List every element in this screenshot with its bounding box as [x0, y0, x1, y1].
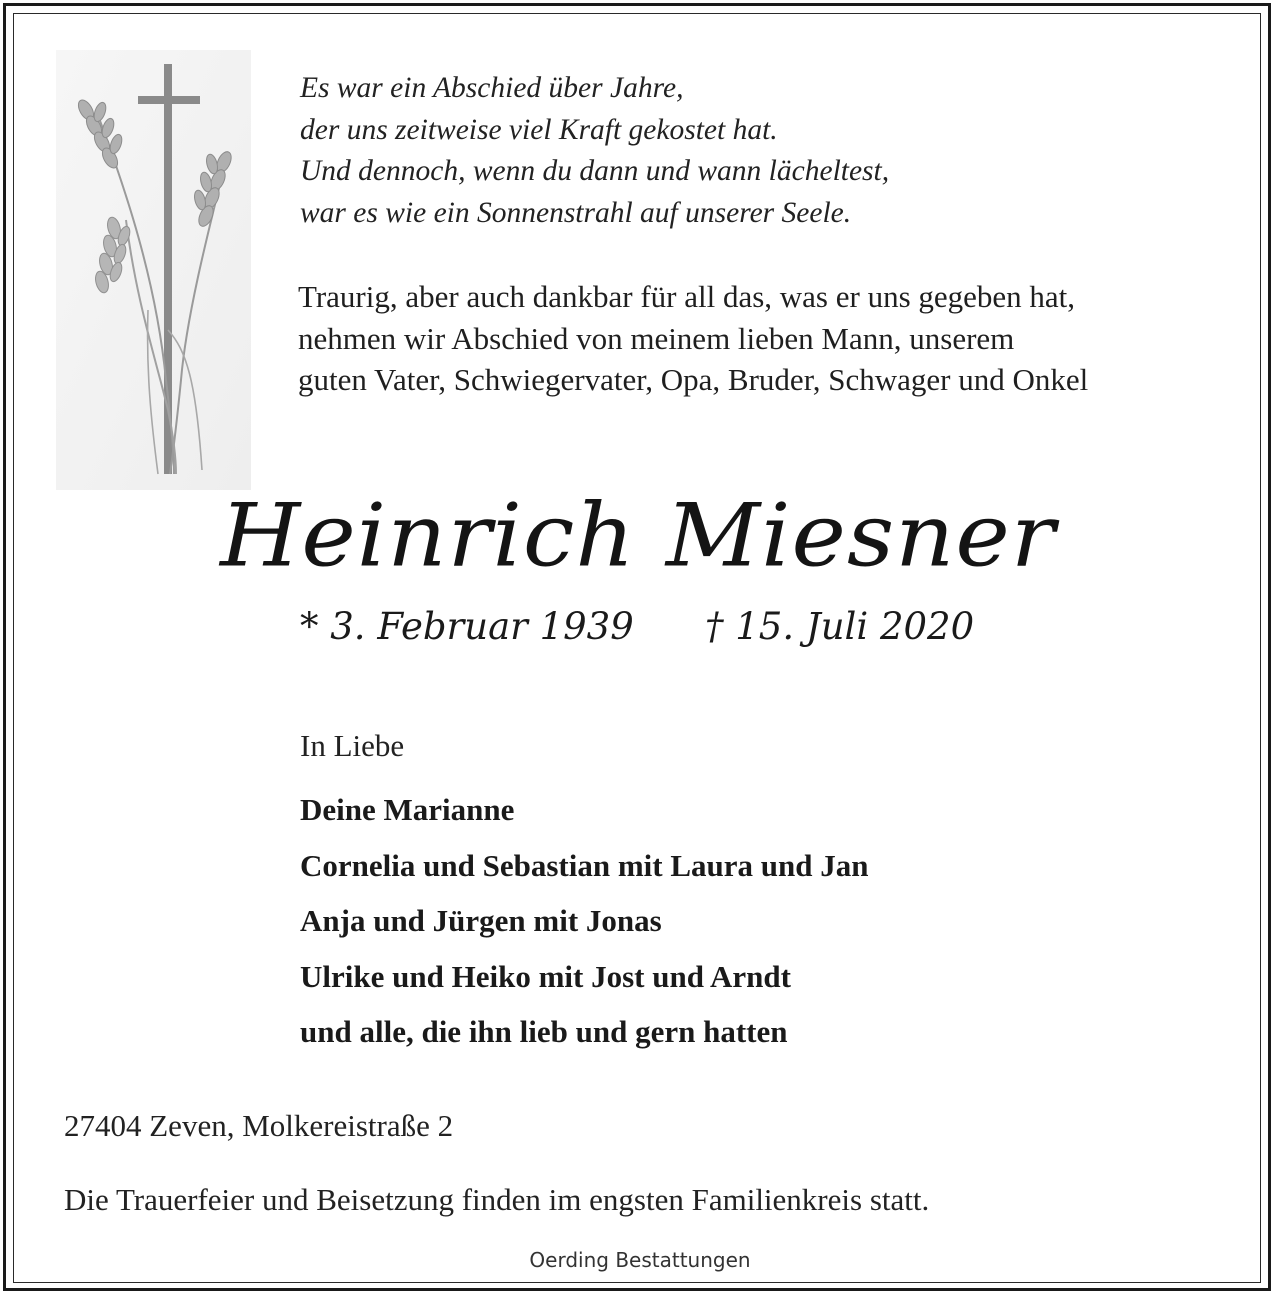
intro-text [298, 276, 1088, 401]
salutation: In Liebe [300, 728, 405, 763]
mourner-line: Deine Marianne [300, 792, 515, 827]
birth-date: * 3. Februar 1939 [300, 605, 634, 648]
cross-with-wheat-icon [56, 50, 251, 490]
poem [300, 68, 889, 234]
intro-line: Traurig, aber auch dankbar für all das, was er uns gegeben hat, [298, 279, 1076, 314]
mourner-line: Anja und Jürgen mit Jonas [300, 903, 662, 938]
mourner-line: und alle, die ihn lieb und gern hatten [300, 1014, 788, 1049]
poem-line: der uns zeitweise viel Kraft gekostet hat. [300, 113, 778, 146]
funeral-notice: Die Trauerfeier und Beisetzung finden im engsten Familienkreis statt. [64, 1182, 930, 1217]
poem-line: war es wie ein Sonnenstrahl auf unserer Seele. [300, 196, 852, 229]
death-date: † 15. Juli 2020 [705, 605, 975, 648]
undertaker-name: Oerding Bestattungen [529, 1248, 751, 1272]
mourner-line: Ulrike und Heiko mit Jost und Arndt [300, 958, 791, 994]
poem-line: Es war ein Abschied über Jahre, [300, 72, 684, 104]
deceased-name: Heinrich Miesner [220, 484, 1056, 587]
poem-line: Und dennoch, wenn du dann und wann lächeltest, [300, 155, 890, 187]
mourners-list [300, 782, 868, 1060]
address: 27404 Zeven, Molkereistraße 2 [64, 1108, 454, 1143]
intro-line: nehmen wir Abschied von meinem lieben Mann, unserem [298, 320, 1015, 356]
mourner-line: Cornelia und Sebastian mit Laura und Jan [300, 847, 869, 883]
intro-line: guten Vater, Schwiegervater, Opa, Bruder, Schwager und Onkel [298, 362, 1089, 397]
